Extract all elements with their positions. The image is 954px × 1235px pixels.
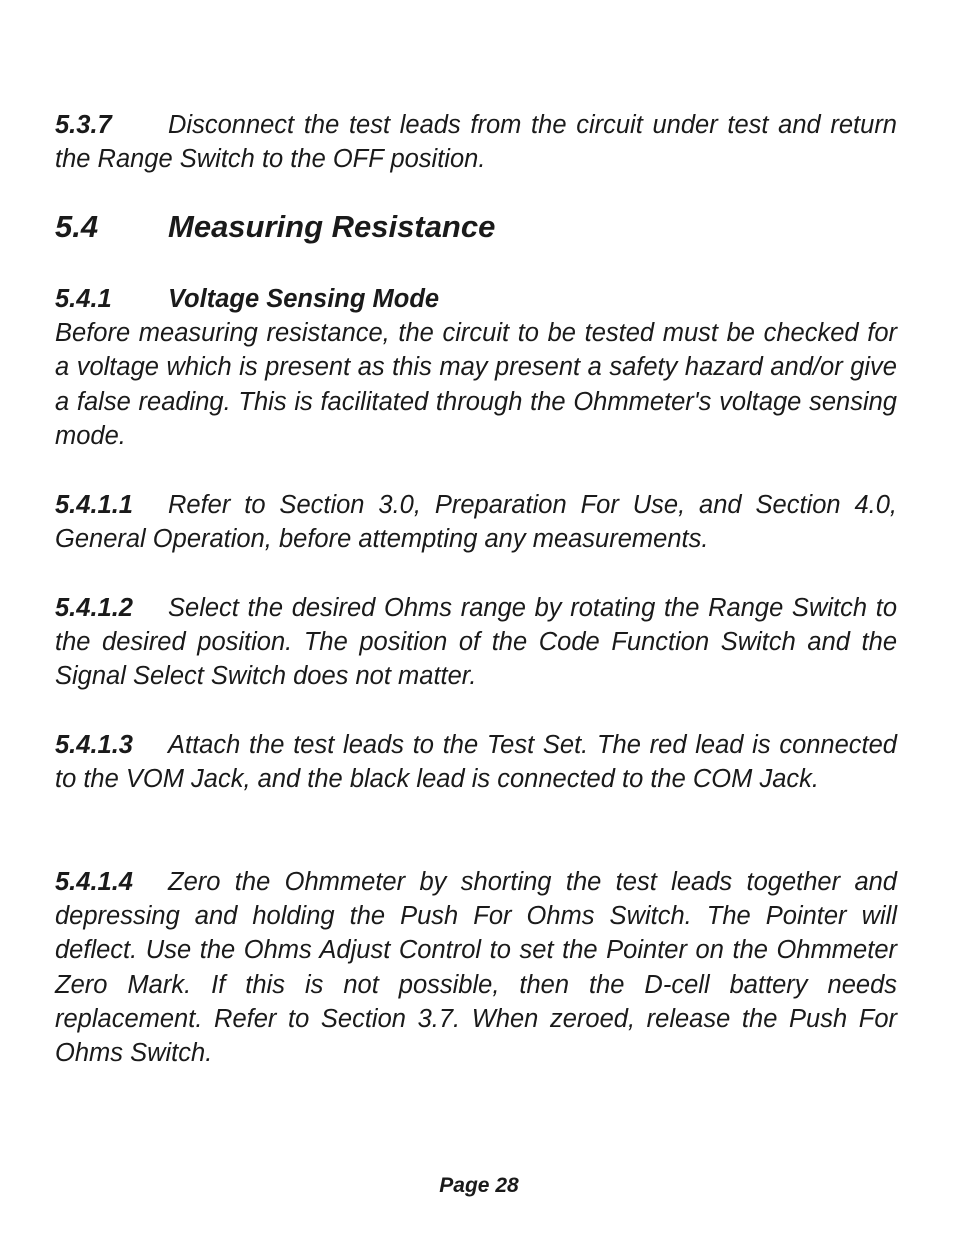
section-5-3-7-paragraph [55,108,897,176]
section-5-4-1-3 [55,728,897,796]
section-text: Select the desired Ohms range by rotating the Range Switch to the desired position. The position of the Code Function Switch and the Signal Select Switch does not matter. [55,594,897,691]
section-number: 5.4.1.2 [55,594,133,622]
section-5-4-1-heading [55,282,897,316]
section-5-4-1-2-paragraph [55,591,897,694]
section-5-4-heading [55,207,495,247]
section-number: 5.4.1.3 [55,731,133,759]
section-5-3-7 [55,108,897,176]
page-number: Page 28 [439,1174,519,1197]
section-number: 5.4.1.1 [55,491,133,519]
section-number: 5.4.1.4 [55,868,133,896]
section-5-4-1 [55,282,897,453]
section-number: 5.4.1 [55,285,112,313]
section-5-4-1-paragraph: Before measuring resistance, the circuit to be tested must be checked for a voltage which is present as this may present a safety hazard and/or give a false reading. This is facilitated through the Ohmmeter's voltage sensing mode. [55,319,897,450]
section-5-4-1-4 [55,865,897,1070]
section-text: Refer to Section 3.0, Preparation For Use, and Section 4.0, General Operation, before attempting any measurements. [55,491,897,554]
section-5-4-1-3-paragraph [55,728,897,796]
section-5-4-1-1 [55,488,897,556]
section-number: 5.4 [55,209,99,244]
section-title: Voltage Sensing Mode [168,285,440,313]
section-title: Measuring Resistance [168,209,496,244]
page-footer [0,1172,954,1200]
section-text: Disconnect the test leads from the circuit under test and return the Range Switch to the OFF position. [55,111,897,174]
section-5-4-1-4-paragraph [55,865,897,1070]
section-5-4-1-1-paragraph [55,488,897,556]
section-text: Attach the test leads to the Test Set. The red lead is connected to the VOM Jack, and the black lead is connected to the COM Jack. [55,731,897,794]
section-number: 5.3.7 [55,111,112,139]
section-5-4-1-2 [55,591,897,694]
section-text: Zero the Ohmmeter by shorting the test leads together and depressing and holding the Push For Ohms Switch. The Pointer will deflect. Use the Ohms Adjust Control to set the Pointer on the Ohmmeter Zero Mark. If this is not possible, then the D-cell battery needs replacement. Refer to Section 3.7. When zeroed, release the Push For Ohms Switch. [55,868,897,1068]
